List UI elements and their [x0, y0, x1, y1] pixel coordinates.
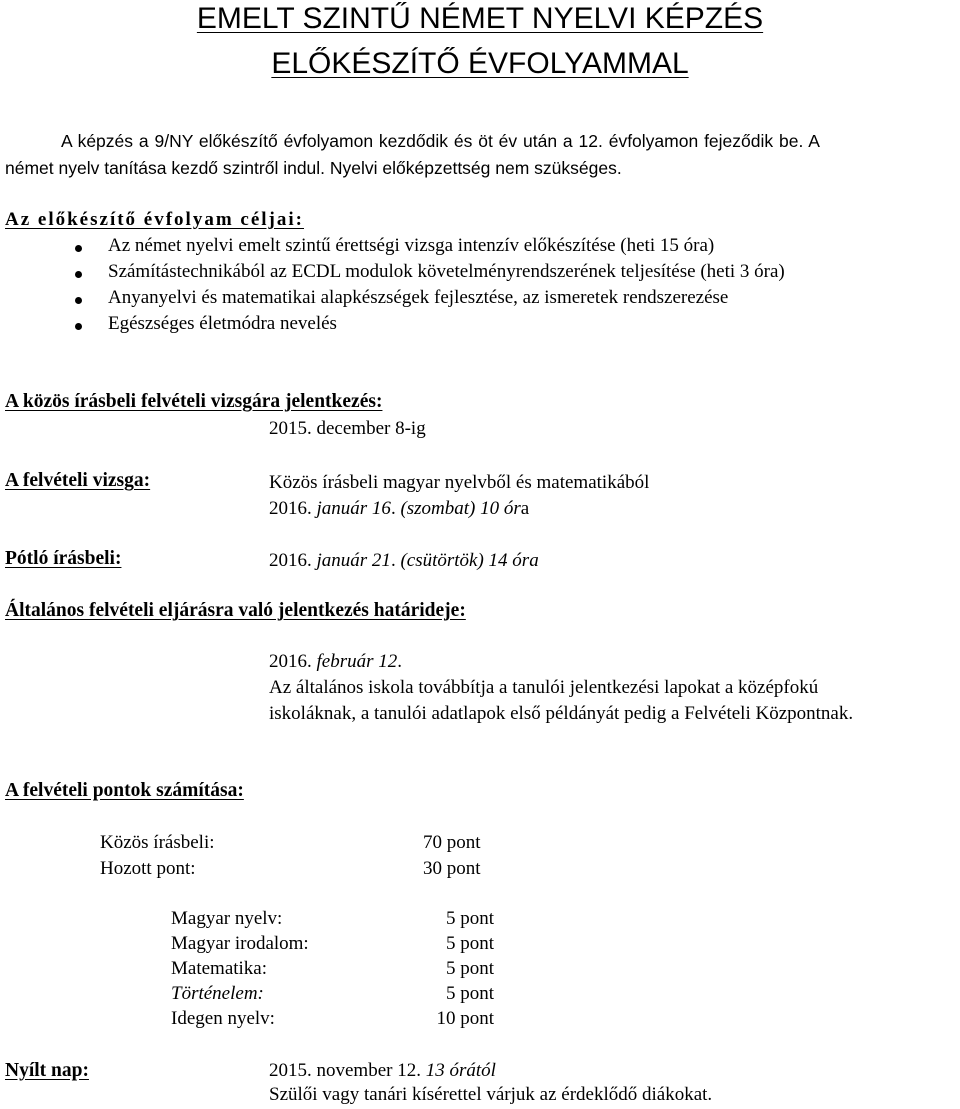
exam-date-separator: . [390, 498, 401, 519]
exam-date [269, 498, 529, 520]
general-date-day: február 12 [316, 651, 398, 672]
bullet-icon [75, 245, 82, 252]
list-item: Egészséges életmódra nevelés [108, 313, 337, 334]
subject-label: Idegen nyelv: [171, 1008, 275, 1029]
general-heading: Általános felvételi eljárásra való jelentkezés határideje: [5, 600, 466, 621]
points-value: 30 pont [423, 858, 481, 879]
subject-label: Magyar irodalom: [171, 933, 309, 954]
general-date [269, 651, 402, 673]
open-day-note: Szülői vagy tanári kísérettel várjuk az érdeklődő diákokat. [269, 1084, 713, 1105]
points-heading: A felvételi pontok számítása: [5, 780, 244, 801]
general-date-tail: . [397, 651, 402, 672]
exam-date-time: (szombat) 10 ór [400, 498, 521, 519]
list-item: Az német nyelvi emelt szintű érettségi vizsga intenzív előkészítése (heti 15 óra) [108, 235, 715, 256]
bullet-icon [75, 323, 82, 330]
exam-heading: A felvételi vizsga: [5, 470, 151, 491]
points-value: 70 pont [423, 832, 481, 853]
open-day-date-time: 13 órától [425, 1060, 496, 1081]
makeup-date [269, 550, 539, 572]
list-item: Számítástechnikából az ECDL modulok követelményrendszerének teljesítése (heti 3 óra) [108, 261, 785, 282]
points-label: Közös írásbeli: [100, 832, 215, 853]
general-date-year: 2016. [269, 651, 317, 672]
open-day-heading: Nyílt nap: [5, 1060, 89, 1081]
exam-date-year: 2016. [269, 498, 317, 519]
makeup-heading: Pótló írásbeli: [5, 548, 122, 569]
intro-line-2: német nyelv tanítása kezdő szintről indul. Nyelvi előképzettség nem szükséges. [5, 158, 622, 178]
exam-date-day: január 16 [316, 498, 391, 519]
intro-line-1: A képzés a 9/NY előkészítő évfolyamon kezdődik és öt év után a 12. évfolyamon fejeződik be. A [61, 131, 820, 151]
goals-heading: Az előkészítő évfolyam céljai: [5, 209, 304, 230]
points-label: Hozott pont: [100, 858, 196, 879]
open-day-date [269, 1060, 496, 1082]
makeup-date-year: 2016. [269, 550, 317, 571]
subject-value: 10 pont [436, 1008, 494, 1029]
subject-value: 5 pont [445, 958, 494, 979]
exam-description: Közös írásbeli magyar nyelvből és matematikából [269, 472, 650, 493]
subject-value: 5 pont [445, 983, 494, 1004]
registration-heading: A közös írásbeli felvételi vizsgára jelentkezés: [5, 391, 383, 412]
bullet-icon [75, 297, 82, 304]
general-text-line-1: Az általános iskola továbbítja a tanulói jelentkezési lapokat a középfokú [269, 677, 819, 698]
subject-value: 5 pont [445, 933, 494, 954]
list-item: Anyanyelvi és matematikai alapkészségek fejlesztése, az ismeretek rendszerezése [108, 287, 729, 308]
subject-value: 5 pont [445, 908, 494, 929]
subject-label: Magyar nyelv: [171, 908, 283, 929]
exam-date-tail: a [520, 498, 530, 519]
subject-label: Történelem: [171, 983, 264, 1004]
makeup-date-separator: . [390, 550, 401, 571]
page-title: EMELT SZINTŰ NÉMET NYELVI KÉPZÉS [196, 2, 764, 35]
bullet-icon [75, 271, 82, 278]
makeup-date-day: január 21 [316, 550, 391, 571]
makeup-date-time: (csütörtök) 14 óra [400, 550, 539, 571]
open-day-date-plain: 2015. november 12. [269, 1060, 426, 1081]
registration-deadline: 2015. december 8-ig [269, 418, 426, 439]
page-subtitle: ELŐKÉSZÍTŐ ÉVFOLYAMMAL [271, 47, 689, 80]
general-text-line-2: iskoláknak, a tanulói adatlapok első példányát pedig a Felvételi Központnak. [269, 703, 854, 724]
subject-label: Matematika: [171, 958, 268, 979]
